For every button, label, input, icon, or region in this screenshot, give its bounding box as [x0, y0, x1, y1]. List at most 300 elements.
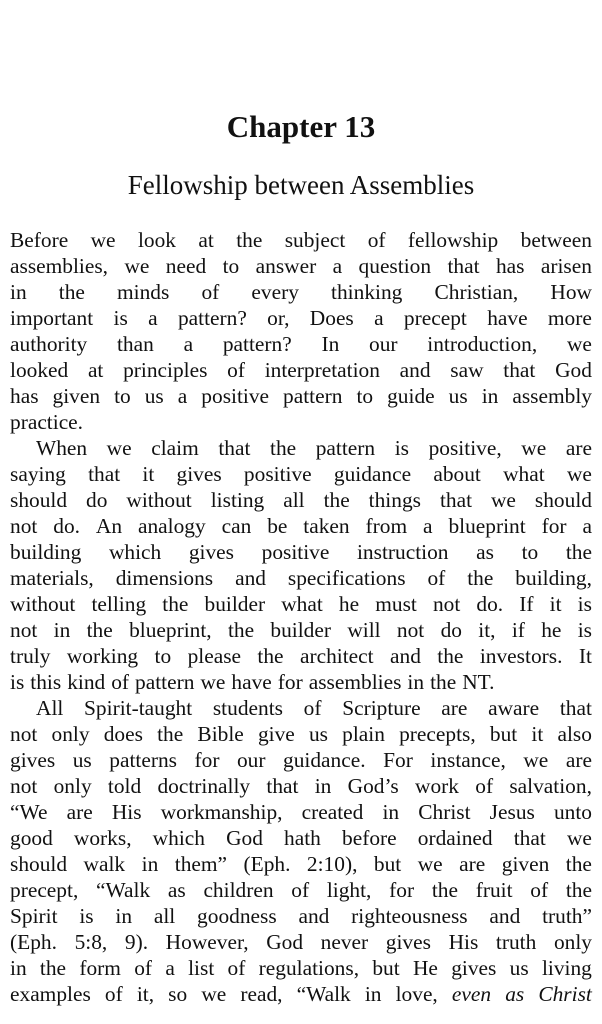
word: works, [73, 826, 132, 850]
word: if [511, 618, 525, 642]
word: the [157, 722, 184, 746]
word: interpretation [264, 358, 380, 382]
word: work [415, 774, 459, 798]
word: doctrinally [157, 774, 251, 798]
word: a [148, 306, 158, 330]
word: positive, [428, 436, 502, 460]
word: salvation, [509, 774, 592, 798]
word: For [383, 748, 413, 772]
word: us [144, 384, 164, 408]
word: (Eph. [10, 930, 57, 954]
word: blueprint [448, 514, 526, 538]
word: of [104, 982, 123, 1006]
text-line [10, 409, 592, 435]
word: to [356, 384, 374, 408]
word: builder [204, 592, 266, 616]
word: to [114, 384, 131, 408]
word: do [440, 618, 462, 642]
word: have [231, 670, 272, 694]
word: to [222, 254, 240, 278]
word: of [111, 670, 130, 694]
word: and [298, 904, 330, 928]
chapter-subtitle: Fellowship between Assemblies [127, 170, 475, 200]
word: us [448, 384, 468, 408]
word: need [165, 254, 207, 278]
word: in [382, 800, 400, 824]
word: love, [395, 982, 438, 1006]
word: that [88, 462, 121, 486]
word: we [566, 332, 592, 356]
word: are [565, 748, 592, 772]
word: and [390, 644, 421, 668]
word: instance, [430, 748, 506, 772]
word: good [10, 826, 53, 850]
word: in [364, 982, 382, 1006]
word: kind [67, 670, 106, 694]
word: does [103, 722, 143, 746]
word: pattern? [177, 306, 247, 330]
word: we [106, 436, 132, 460]
word: specifications [287, 566, 406, 590]
word: to [521, 540, 539, 564]
word: must [375, 592, 417, 616]
word: truth” [542, 904, 592, 928]
word: children [203, 878, 274, 902]
text-line [10, 877, 592, 903]
word: a [374, 306, 384, 330]
word: gives [385, 930, 431, 954]
word: instruction [356, 540, 449, 564]
word: should [10, 488, 68, 512]
word: saying [10, 462, 66, 486]
word: told [107, 774, 142, 798]
word: do. [476, 592, 504, 616]
word: our [236, 748, 266, 772]
word: created [301, 800, 364, 824]
word: Spirit [10, 904, 58, 928]
word: In [321, 332, 340, 356]
word: is [577, 618, 592, 642]
word: between [520, 228, 592, 252]
word: a [183, 332, 194, 356]
text-line [10, 643, 592, 669]
word: thinking [331, 280, 403, 304]
text-line [10, 253, 592, 279]
word: the [227, 618, 255, 642]
word: not [432, 592, 461, 616]
word: 2:10), [306, 852, 358, 876]
text-line [10, 799, 592, 825]
text-line [10, 903, 592, 929]
word: we [523, 748, 549, 772]
word: building, [515, 566, 592, 590]
word: ordained [417, 826, 493, 850]
word: for [194, 748, 220, 772]
word: pattern [135, 670, 195, 694]
word: positive [243, 462, 312, 486]
word: are [441, 696, 468, 720]
text-line [10, 539, 592, 565]
text-line [10, 981, 592, 1007]
word: guide [387, 384, 435, 408]
word: the [431, 878, 458, 902]
word: 5:8, [74, 930, 108, 954]
word: as [167, 878, 186, 902]
word: be [267, 514, 288, 538]
text-line [10, 513, 592, 539]
word: fruit [475, 878, 513, 902]
word: positive [261, 540, 330, 564]
word: assemblies [308, 670, 402, 694]
word: assembly [512, 384, 592, 408]
text-line [10, 227, 592, 253]
word: the [565, 540, 592, 564]
word: of [530, 878, 549, 902]
text-line [10, 851, 592, 877]
word: he [541, 618, 562, 642]
word: righteousness [351, 904, 468, 928]
word: aware [488, 696, 540, 720]
word: without [10, 592, 76, 616]
word: that [513, 826, 546, 850]
word: fellowship [407, 228, 499, 252]
word: this [30, 670, 62, 694]
word: a [332, 254, 343, 278]
word: answer [255, 254, 317, 278]
word: that [439, 488, 473, 512]
word: or, [267, 306, 290, 330]
word: only [51, 722, 90, 746]
word: given [501, 852, 550, 876]
word: never [320, 930, 369, 954]
word: in [314, 774, 332, 798]
word: of [201, 280, 220, 304]
word: a [582, 514, 592, 538]
word: are [459, 852, 486, 876]
word: living [541, 956, 592, 980]
word: workmanship, [160, 800, 283, 824]
word: we [521, 436, 547, 460]
word: that [559, 696, 592, 720]
word: architect [299, 644, 374, 668]
word: in [10, 280, 27, 304]
word: of [427, 566, 446, 590]
word: He [412, 956, 438, 980]
word: analogy [137, 514, 206, 538]
word: precept [403, 306, 467, 330]
word: principles [123, 358, 208, 382]
word: of [227, 358, 245, 382]
text-line [10, 617, 592, 643]
word: but [373, 852, 402, 876]
word: walk [83, 852, 126, 876]
text-line [10, 955, 592, 981]
word: An [95, 514, 123, 538]
word: listing [210, 488, 265, 512]
word: do [86, 488, 108, 512]
word: of [303, 696, 322, 720]
word: can [221, 514, 252, 538]
word: are [565, 436, 592, 460]
word: Scripture [342, 696, 421, 720]
text-line [10, 565, 592, 591]
word: which [108, 540, 162, 564]
word: us [72, 748, 92, 772]
word: to [154, 644, 172, 668]
word: it [531, 722, 544, 746]
word: a [177, 384, 188, 408]
word: look [137, 228, 176, 252]
word: 9). [124, 930, 149, 954]
word: will [347, 618, 381, 642]
word: the [58, 280, 85, 304]
word: we [90, 228, 116, 252]
word: have [487, 306, 528, 330]
word: arisen [540, 254, 592, 278]
word: also [557, 722, 592, 746]
word: “Walk [96, 878, 151, 902]
word: investors. [479, 644, 563, 668]
word: all [283, 488, 305, 512]
word: truth [495, 930, 537, 954]
word: telling [91, 592, 147, 616]
word: pattern [283, 384, 343, 408]
word: it, [478, 618, 496, 642]
word: given [52, 384, 101, 408]
word: has [10, 384, 39, 408]
word: the [437, 644, 464, 668]
word: what [503, 462, 545, 486]
word: only [53, 774, 92, 798]
word: and [235, 566, 266, 590]
word: the [162, 592, 189, 616]
word: more [547, 306, 592, 330]
word: is [79, 904, 94, 928]
word: God [555, 358, 592, 382]
word: is [577, 592, 592, 616]
word: for [541, 514, 567, 538]
word: for [389, 878, 415, 902]
word: the [236, 228, 263, 252]
word: introduction, [427, 332, 538, 356]
text-line [10, 331, 592, 357]
word: materials, [10, 566, 94, 590]
word: it [549, 592, 562, 616]
word: of [291, 878, 310, 902]
word: looked [10, 358, 69, 382]
word: the [86, 618, 113, 642]
word: However, [165, 930, 249, 954]
word: building [10, 540, 82, 564]
word: should [10, 852, 68, 876]
word: His [448, 930, 479, 954]
word: guidance. [283, 748, 366, 772]
word: but [372, 956, 400, 980]
word: the [39, 956, 67, 980]
word: a [423, 514, 433, 538]
word: in [10, 956, 27, 980]
word: that [503, 358, 536, 382]
word: and [489, 904, 521, 928]
word: we [124, 254, 150, 278]
text-line [10, 825, 592, 851]
word: from [365, 514, 408, 538]
word: he [338, 592, 360, 616]
word: “Walk [296, 982, 351, 1006]
word: saw [450, 358, 484, 382]
word: and [399, 358, 431, 382]
text-line [10, 747, 592, 773]
word: His [111, 800, 142, 824]
word: Christian, [434, 280, 519, 304]
word: is [113, 306, 128, 330]
word: the [565, 878, 592, 902]
word: the [323, 488, 350, 512]
word: pattern? [222, 332, 292, 356]
word: builder [270, 618, 331, 642]
word: in [407, 670, 425, 694]
word: subject [284, 228, 346, 252]
word: than [116, 332, 154, 356]
word: which [152, 826, 205, 850]
word: God [266, 930, 304, 954]
word: authority [10, 332, 88, 356]
word: of [367, 228, 386, 252]
word: that [447, 254, 480, 278]
word: If [519, 592, 534, 616]
word: God [226, 826, 263, 850]
word: gives [451, 956, 497, 980]
word: hath [284, 826, 321, 850]
word: Before [10, 228, 69, 252]
text-line [10, 305, 592, 331]
word: only [553, 930, 592, 954]
chapter-title: Chapter 13 [226, 109, 376, 144]
word: the [565, 852, 592, 876]
word: God’s [347, 774, 399, 798]
word: light, [326, 878, 372, 902]
word: It [578, 644, 592, 668]
word: Spirit-taught [84, 696, 193, 720]
text-line [10, 357, 592, 383]
word: the [467, 566, 494, 590]
word: is [10, 670, 25, 694]
word: the [270, 436, 297, 460]
word: positive [201, 384, 270, 408]
word: Does [309, 306, 354, 330]
word: in [141, 852, 159, 876]
word: them” [174, 852, 228, 876]
word: unto [553, 800, 592, 824]
word: plain [342, 722, 385, 746]
text-line [10, 669, 592, 695]
word: gives [10, 748, 56, 772]
word: all [153, 904, 176, 928]
word: dimensions [115, 566, 214, 590]
word: that [218, 436, 251, 460]
word: gives [188, 540, 234, 564]
word: we [201, 982, 227, 1006]
word: we [417, 852, 443, 876]
word: guidance [333, 462, 412, 486]
word: important [10, 306, 94, 330]
word: (Eph. [243, 852, 291, 876]
text-line [10, 487, 592, 513]
word: give [257, 722, 295, 746]
word: what [281, 592, 323, 616]
text-line [10, 279, 592, 305]
word: it, [136, 982, 155, 1006]
word: examples [10, 982, 91, 1006]
word: question [358, 254, 432, 278]
word: it [142, 462, 155, 486]
body-text [10, 227, 592, 1007]
word: Christ [418, 800, 471, 824]
italic-word: as [505, 982, 525, 1006]
word: things [368, 488, 421, 512]
word: the [430, 670, 457, 694]
word: working [66, 644, 139, 668]
word: assemblies, [10, 254, 109, 278]
word: not [10, 774, 38, 798]
word: in [481, 384, 499, 408]
word: taken [303, 514, 350, 538]
word: do. [53, 514, 80, 538]
word: in [115, 904, 133, 928]
word: goodness [197, 904, 277, 928]
word: of [134, 956, 153, 980]
word: not [10, 722, 38, 746]
word: blueprint, [129, 618, 212, 642]
text-line [10, 383, 592, 409]
word: precepts, [399, 722, 476, 746]
word: are [66, 800, 93, 824]
word: patterns [109, 748, 177, 772]
word: has [495, 254, 525, 278]
word: truly [10, 644, 51, 668]
word: precept, [10, 878, 79, 902]
word: we [566, 826, 592, 850]
word: about [433, 462, 481, 486]
word: form [79, 956, 121, 980]
word: Bible [197, 722, 244, 746]
word: a [165, 956, 175, 980]
word: of [475, 774, 494, 798]
word: our [369, 332, 398, 356]
word: is [394, 436, 409, 460]
word: NT. [462, 670, 495, 694]
word: every [251, 280, 299, 304]
word: as [476, 540, 494, 564]
text-line [10, 721, 592, 747]
word: All [36, 696, 64, 720]
word: at [198, 228, 214, 252]
word: not [10, 618, 38, 642]
text-line [10, 773, 592, 799]
word: read, [240, 982, 283, 1006]
word: claim [151, 436, 199, 460]
word: in [53, 618, 71, 642]
word: we [200, 670, 226, 694]
word: not [396, 618, 425, 642]
word: not [10, 514, 38, 538]
word: How [550, 280, 592, 304]
word: When [36, 436, 88, 460]
word: “We [10, 800, 48, 824]
italic-word: Christ [538, 982, 592, 1006]
word: without [126, 488, 192, 512]
word: pattern [315, 436, 376, 460]
